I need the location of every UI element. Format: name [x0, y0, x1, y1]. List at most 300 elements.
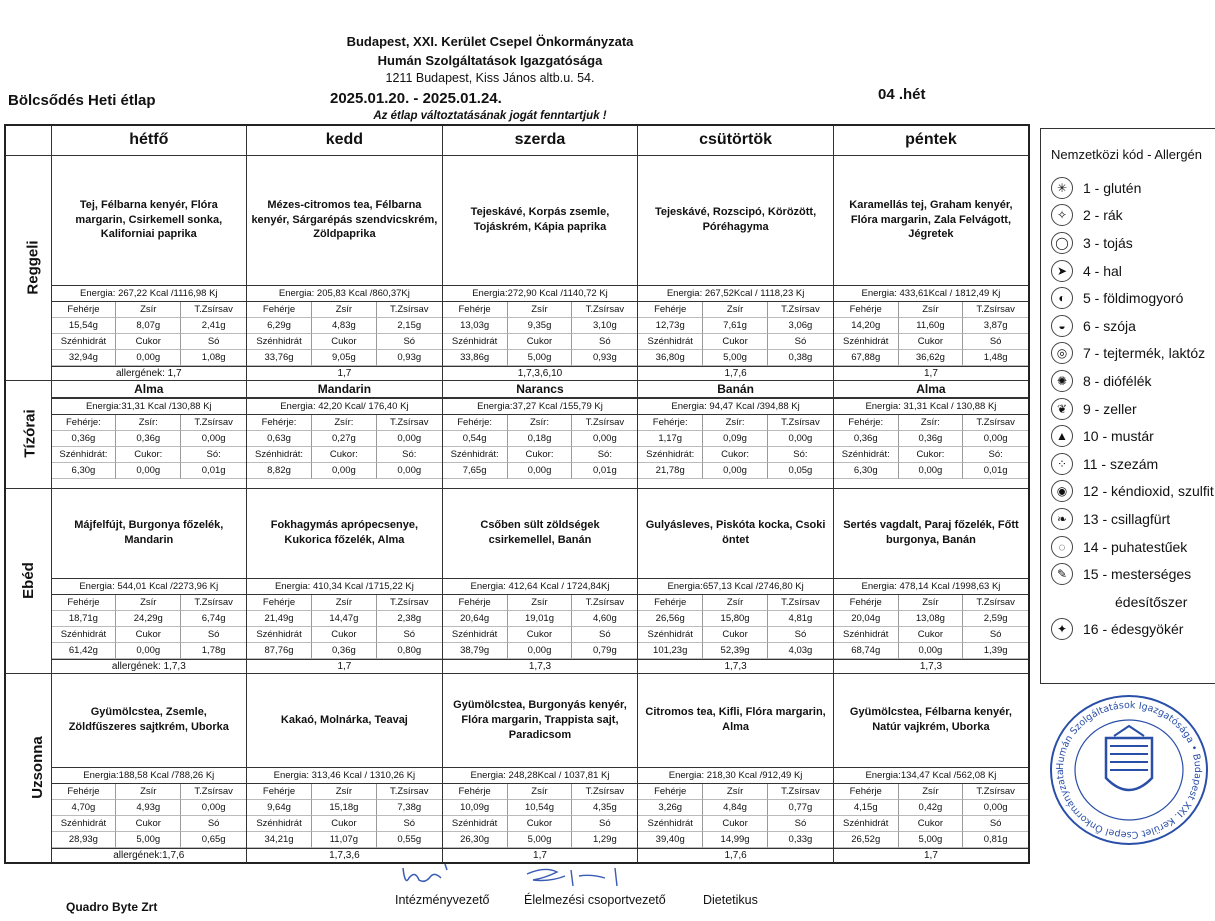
nutrient-value: 0,93g [572, 350, 637, 366]
allergen-codes: 1,7,3 [834, 659, 1028, 673]
nutrient-label: Szénhidrát [247, 334, 312, 350]
ebed-cell-4 [833, 488, 1029, 673]
nutrient-label: Zsír [116, 302, 181, 318]
nutrient-value: 24,29g [116, 611, 181, 627]
legend-title: Nemzetközi kód - Allergén [1051, 147, 1203, 162]
nutrient-label: Zsír: [703, 415, 768, 431]
nutrient-label: T.Zsírsav [768, 784, 833, 800]
nutrient-value: 5,00g [508, 350, 573, 366]
legend-item [1051, 174, 1214, 202]
nutrient-value: 1,08g [181, 350, 246, 366]
nutrient-value: 13,03g [443, 318, 508, 334]
nutrient-label: Szénhidrát: [443, 447, 508, 463]
energy-value: Energia:188,58 Kcal /788,26 Kj [52, 767, 247, 784]
nutrient-value: 11,07g [312, 832, 377, 848]
nutrient-label: Zsír [899, 784, 964, 800]
nutrient-label: Fehérje: [834, 415, 899, 431]
nutrient-value: 2,15g [377, 318, 442, 334]
nutrient-value: 26,52g [834, 832, 899, 848]
nutrient-label: Zsír [508, 302, 573, 318]
nutrient-label: Só [768, 627, 833, 643]
nutrient-value: 20,04g [834, 611, 899, 627]
nutrient-value: 4,70g [52, 800, 117, 816]
nutrient-label: Szénhidrát [443, 627, 508, 643]
nutrient-label: Fehérje [247, 784, 312, 800]
nutrient-value: 4,15g [834, 800, 899, 816]
nutrient-value: 0,81g [963, 832, 1028, 848]
menu-text: Kakaó, Molnárka, Teavaj [280, 713, 408, 726]
tizorai-cell-0 [51, 380, 247, 488]
section-name: Tízórai [21, 409, 39, 458]
legend-label: 14 - puhatestűek [1083, 538, 1188, 555]
nutrient-label: Zsír [312, 302, 377, 318]
nutrient-value: 9,64g [247, 800, 312, 816]
allergen-codes: allergének:1,7,6 [52, 848, 247, 862]
legend-item [1051, 257, 1214, 285]
nutrient-value: 0,00g [116, 350, 181, 366]
nutrient-value: 0,00g [508, 643, 573, 659]
nutrient-value: 0,63g [247, 431, 312, 447]
ebed-cell-2 [442, 488, 638, 673]
reggeli-cell-3 [638, 155, 834, 380]
energy-value: Energia: 248,28Kcal / 1037,81 Kj [443, 767, 638, 784]
nutrient-value: 15,54g [52, 318, 117, 334]
menu-text: Gulyásleves, Piskóta kocka, Csoki öntet [645, 519, 826, 546]
menu-text: Tejeskávé, Korpás zsemle, Tojáskrém, Kápia paprika [470, 206, 610, 233]
nutrient-label: T.Zsírsav [768, 595, 833, 611]
nutrient-label: Cukor [899, 816, 964, 832]
nutrient-value: 9,35g [508, 318, 573, 334]
nutrient-value: 1,78g [181, 643, 246, 659]
nutrient-label: Zsír [312, 595, 377, 611]
nutrient-value: 0,27g [312, 431, 377, 447]
nutrient-label: Cukor [116, 627, 181, 643]
nutrient-value: 5,00g [116, 832, 181, 848]
allergen-codes: 1,7 [247, 659, 442, 673]
nutrient-label: Zsír: [116, 415, 181, 431]
allergen-codes: 1,7 [247, 366, 442, 380]
energy-value: Energia:31,31 Kcal /130,88 Kj [52, 398, 247, 415]
energy-value: Energia: 410,34 Kcal /1715,22 Kj [247, 578, 442, 595]
tizorai-cell-2 [442, 380, 638, 488]
nutrient-label: T.Zsírsav [377, 784, 442, 800]
nutrient-label: Cukor [703, 816, 768, 832]
nutrient-label: Só: [768, 447, 833, 463]
nutrient-value: 2,41g [181, 318, 246, 334]
tizorai-cell-4 [833, 380, 1029, 488]
uzsonna-cell-1 [247, 673, 443, 863]
nutrient-label: Cukor [508, 816, 573, 832]
legend-item [1051, 340, 1214, 368]
nutrient-label: Zsír [508, 595, 573, 611]
menu-text: Gyümölcstea, Zsemle, Zöldfűszeres sajtkrém, Uborka [68, 706, 229, 734]
nutrient-value: 6,30g [834, 463, 899, 479]
allergen-codes: 1,7,3 [443, 659, 638, 673]
nutrient-label: T.Zsírsav [768, 302, 833, 318]
fruit-name: Alma [52, 381, 247, 398]
official-stamp [1044, 690, 1214, 850]
legend-label: 12 - kéndioxid, szulfit [1083, 483, 1214, 500]
nutrient-label: Zsír [703, 784, 768, 800]
nutrient-label: Fehérje [52, 302, 117, 318]
menu-text: Fokhagymás aprópecsenye, Kukorica főzelék, Alma [270, 519, 419, 546]
nutrient-label: Zsír [508, 784, 573, 800]
address: 1211 Budapest, Kiss János altb.u. 54. [385, 71, 595, 85]
nutrient-value: 5,00g [703, 350, 768, 366]
week-number: 04 .hét [878, 86, 926, 103]
uzsonna-cell-0 [51, 673, 247, 863]
nutrient-label: T.Zsírsav [572, 595, 637, 611]
menu-text: Tej, Félbarna kenyér, Flóra margarin, Csirkemell sonka, Kaliforniai paprika [75, 198, 223, 241]
fruit-name: Narancs [443, 381, 638, 398]
nutrient-label: T.Zsírsav [963, 302, 1028, 318]
nutrient-value: 0,00g [768, 431, 833, 447]
energy-value: Energia: 267,52Kcal / 1118,23 Kj [638, 285, 833, 302]
company-name: Quadro Byte Zrt [66, 900, 158, 914]
crab-icon: ✧ [1051, 204, 1073, 226]
ebed-cell-0 [51, 488, 247, 673]
nutrient-label: Cukor: [703, 447, 768, 463]
organization-name: Budapest, XXI. Kerület Csepel Önkormányzata [346, 34, 634, 49]
nutrient-value: 28,93g [52, 832, 117, 848]
nutrient-label: T.Zsírsav [377, 415, 442, 431]
section-name: Ebéd [19, 561, 37, 599]
nutrient-label: Cukor: [508, 447, 573, 463]
nutrient-value: 6,30g [52, 463, 117, 479]
nutrient-value: 10,09g [443, 800, 508, 816]
nutrient-value: 4,93g [116, 800, 181, 816]
legend-item [1051, 312, 1214, 340]
nutrient-label: T.Zsírsav [572, 302, 637, 318]
energy-value: Energia:37,27 Kcal /155,79 Kj [443, 398, 638, 415]
legend-label: 6 - szója [1083, 317, 1136, 334]
nutrient-label: Só [768, 816, 833, 832]
legend-item [1051, 505, 1214, 533]
nutrient-label: Fehérje: [638, 415, 703, 431]
nutrient-value: 26,30g [443, 832, 508, 848]
nutrient-value: 0,00g [703, 463, 768, 479]
menu-text: Sertés vagdalt, Paraj főzelék, Főtt burgonya, Banán [843, 519, 1019, 546]
day-header-1: kedd [247, 125, 443, 155]
nutrient-label: Cukor [312, 816, 377, 832]
stamp-text: Humán Szolgáltatások Igazgatósága • Budapest XXI. Kerület Csepel Önkormányzata [1054, 699, 1204, 841]
nutrient-label: Szénhidrát [834, 627, 899, 643]
coat-of-arms-icon [1106, 726, 1152, 790]
nutrient-value: 87,76g [247, 643, 312, 659]
legend-label: 1 - glutén [1083, 179, 1142, 196]
nutrient-value: 0,05g [768, 463, 833, 479]
directorate-name: Humán Szolgáltatások Igazgatósága [377, 53, 603, 68]
nutrient-label: T.Zsírsav [963, 415, 1028, 431]
nutrient-label: Cukor [899, 334, 964, 350]
energy-value: Energia: 267,22 Kcal /1116,98 Kj [52, 285, 247, 302]
menu-text: Karamellás tej, Graham kenyér, Flóra margarin, Zala Felvágott, Jégretek [849, 198, 1013, 241]
nutrient-value: 5,00g [508, 832, 573, 848]
nutrient-value: 4,60g [572, 611, 637, 627]
nutrient-value: 0,93g [377, 350, 442, 366]
nutrient-label: Zsír [116, 595, 181, 611]
nutrient-value: 20,64g [443, 611, 508, 627]
peanut-icon: ◐ [1051, 287, 1073, 309]
reggeli-cell-4 [833, 155, 1029, 380]
nutrient-value: 3,26g [638, 800, 703, 816]
nutrient-label: Szénhidrát [443, 816, 508, 832]
nutrient-label: T.Zsírsav [768, 415, 833, 431]
nut-icon: ✺ [1051, 370, 1073, 392]
menu-text: Tejeskávé, Rozscipó, Körözött, Póréhagyma [654, 206, 817, 233]
section-label-reggeli [5, 155, 51, 380]
section-name: Uzsonna [28, 735, 46, 799]
legend-label: 8 - diófélék [1083, 372, 1152, 389]
fruit-name: Alma [834, 381, 1028, 398]
day-header-0: hétfő [51, 125, 247, 155]
nutrient-value: 4,83g [312, 318, 377, 334]
nutrient-value: 4,35g [572, 800, 637, 816]
allergen-codes: 1,7,3,6 [247, 848, 442, 862]
nutrient-value: 0,36g [312, 643, 377, 659]
nutrient-label: Zsír [703, 302, 768, 318]
licorice-icon: ✦ [1051, 618, 1073, 640]
legend-label: 5 - földimogyoró [1083, 290, 1184, 307]
legend-item [1051, 284, 1214, 312]
nutrient-value: 68,74g [834, 643, 899, 659]
nutrient-value: 0,36g [899, 431, 964, 447]
nutrient-value: 19,01g [508, 611, 573, 627]
nutrient-label: Fehérje [52, 595, 117, 611]
weekly-menu-table [4, 124, 1030, 864]
allergen-codes: 1,7,3 [638, 659, 833, 673]
energy-value: Energia: 313,46 Kcal / 1310,26 Kj [247, 767, 442, 784]
nutrient-label: Zsír [312, 784, 377, 800]
legend-label: 3 - tojás [1083, 234, 1133, 251]
legend-label: 13 - csillagfürt [1083, 510, 1171, 527]
nutrient-value: 0,00g [963, 431, 1028, 447]
nutrient-label: Fehérje: [443, 415, 508, 431]
nutrient-label: Zsír [899, 595, 964, 611]
nutrient-label: Cukor [899, 627, 964, 643]
nutrient-label: Só: [377, 447, 442, 463]
energy-value: Energia:657,13 Kcal /2746,80 Kj [638, 578, 833, 595]
reggeli-cell-0 [51, 155, 247, 380]
nutrient-label: Só [377, 627, 442, 643]
allergen-codes: 1,7 [443, 848, 638, 862]
legend-label: 7 - tejtermék, laktóz [1083, 345, 1206, 362]
sesame-icon: ⁘ [1051, 453, 1073, 475]
nutrient-label: Szénhidrát [52, 816, 117, 832]
nutrient-value: 1,48g [963, 350, 1028, 366]
nutrient-value: 6,74g [181, 611, 246, 627]
menu-text: Citromos tea, Kifli, Flóra margarin, Alma [645, 706, 826, 734]
nutrient-label: Szénhidrát: [638, 447, 703, 463]
nutrient-value: 0,01g [572, 463, 637, 479]
nutrient-label: Fehérje [834, 595, 899, 611]
nutrient-value: 0,01g [181, 463, 246, 479]
nutrient-value: 0,09g [703, 431, 768, 447]
nutrient-label: T.Zsírsav [181, 784, 246, 800]
nutrient-value: 0,33g [768, 832, 833, 848]
nutrient-label: Szénhidrát [638, 334, 703, 350]
nutrient-label: T.Zsírsav [963, 595, 1028, 611]
nutrient-label: T.Zsírsav [572, 784, 637, 800]
nutrient-value: 0,36g [834, 431, 899, 447]
section-label-uzsonna [5, 673, 51, 863]
nutrient-value: 0,55g [377, 832, 442, 848]
nutrient-label: Fehérje [443, 595, 508, 611]
nutrient-value: 67,88g [834, 350, 899, 366]
nutrient-label: Fehérje [247, 595, 312, 611]
nutrient-label: Cukor: [312, 447, 377, 463]
fruit-name: Mandarin [247, 381, 442, 398]
nutrient-value: 0,38g [768, 350, 833, 366]
energy-value: Energia: 31,31 Kcal / 130,88 Kj [834, 398, 1028, 415]
nutrient-value: 3,06g [768, 318, 833, 334]
reggeli-cell-1 [247, 155, 443, 380]
nutrient-value: 0,00g [181, 431, 246, 447]
nutrient-value: 15,18g [312, 800, 377, 816]
nutrient-value: 9,05g [312, 350, 377, 366]
mollusc-icon: ◌ [1051, 536, 1073, 558]
nutrient-label: Cukor: [899, 447, 964, 463]
nutrient-label: T.Zsírsav [181, 595, 246, 611]
uzsonna-cell-4 [833, 673, 1029, 863]
signature-label-dietitian: Dietetikus [703, 893, 758, 907]
nutrient-value: 101,23g [638, 643, 703, 659]
nutrient-label: Só [572, 334, 637, 350]
nutrient-value: 13,08g [899, 611, 964, 627]
nutrient-label: Só [963, 334, 1028, 350]
corner-cell [5, 125, 51, 155]
uzsonna-cell-2 [442, 673, 638, 863]
soy-icon: ◒ [1051, 315, 1073, 337]
milk-icon: ◎ [1051, 342, 1073, 364]
nutrient-label: Szénhidrát [834, 816, 899, 832]
nutrient-value: 7,38g [377, 800, 442, 816]
ebed-cell-1 [247, 488, 443, 673]
nutrient-value: 0,65g [181, 832, 246, 848]
nutrient-value: 36,62g [899, 350, 964, 366]
nutrient-value: 0,18g [508, 431, 573, 447]
nutrient-value: 4,81g [768, 611, 833, 627]
legend-item [1051, 367, 1214, 395]
nutrient-value: 2,59g [963, 611, 1028, 627]
nutrient-label: Cukor [312, 334, 377, 350]
nutrient-label: Fehérje: [247, 415, 312, 431]
sulfite-icon: ◉ [1051, 480, 1073, 502]
nutrient-label: Zsír: [899, 415, 964, 431]
nutrient-value: 0,54g [443, 431, 508, 447]
nutrient-label: Cukor [703, 627, 768, 643]
energy-value: Energia: 205,83 Kcal /860,37Kj [247, 285, 442, 302]
allergen-codes: 1,7,6 [638, 848, 833, 862]
section-label-ebed [5, 488, 51, 673]
menu-text: Gyümölcstea, Burgonyás kenyér, Flóra margarin, Trappista sajt, Paradicsom [453, 698, 627, 741]
nutrient-label: T.Zsírsav [377, 595, 442, 611]
ebed-cell-3 [638, 488, 834, 673]
nutrient-label: Cukor [508, 334, 573, 350]
energy-value: Energia:272,90 Kcal /1140,72 Kj [443, 285, 638, 302]
nutrient-value: 39,40g [638, 832, 703, 848]
day-header-3: csütörtök [638, 125, 834, 155]
legend-item [1051, 395, 1214, 423]
nutrient-value: 36,80g [638, 350, 703, 366]
nutrient-label: Fehérje [638, 595, 703, 611]
nutrient-value: 7,61g [703, 318, 768, 334]
page-title: Bölcsődés Heti étlap [8, 92, 156, 109]
nutrient-label: Fehérje [443, 784, 508, 800]
nutrient-label: Cukor [116, 816, 181, 832]
nutrient-value: 12,73g [638, 318, 703, 334]
nutrient-label: Só [377, 816, 442, 832]
energy-value: Energia: 94,47 Kcal /394,88 Kj [638, 398, 833, 415]
nutrient-value: 0,00g [508, 463, 573, 479]
sweetener-icon: ✎ [1051, 563, 1073, 585]
nutrient-label: Szénhidrát [638, 816, 703, 832]
legend-label: 10 - mustár [1083, 428, 1154, 445]
nutrient-value: 6,29g [247, 318, 312, 334]
nutrient-value: 0,00g [377, 431, 442, 447]
nutrient-label: Fehérje [443, 302, 508, 318]
nutrient-label: Zsír: [312, 415, 377, 431]
energy-value: Energia: 478,14 Kcal /1998,63 Kj [834, 578, 1028, 595]
tizorai-cell-1 [247, 380, 443, 488]
legend-item [1051, 450, 1214, 478]
nutrient-label: Só [377, 334, 442, 350]
nutrient-label: Szénhidrát: [247, 447, 312, 463]
allergen-codes: 1,7,6 [638, 366, 833, 380]
celery-icon: ❦ [1051, 398, 1073, 420]
legend-item [1051, 422, 1214, 450]
nutrient-label: Szénhidrát: [52, 447, 117, 463]
nutrient-value: 0,00g [181, 800, 246, 816]
menu-text: Májfelfújt, Burgonya főzelék, Mandarin [74, 519, 224, 546]
nutrient-label: Fehérje [247, 302, 312, 318]
nutrient-value: 0,00g [572, 431, 637, 447]
nutrient-label: Só [181, 816, 246, 832]
nutrient-value: 33,76g [247, 350, 312, 366]
nutrient-label: T.Zsírsav [181, 302, 246, 318]
menu-text: Csőben sült zöldségek csirkemellel, Banán [480, 519, 600, 546]
nutrient-value: 3,87g [963, 318, 1028, 334]
nutrient-label: Cukor [703, 334, 768, 350]
nutrient-value: 38,79g [443, 643, 508, 659]
signature-label-head: Intézményvezető [395, 893, 490, 907]
nutrient-label: Szénhidrát [247, 627, 312, 643]
nutrient-value: 52,39g [703, 643, 768, 659]
nutrient-value: 0,00g [312, 463, 377, 479]
lupin-icon: ❧ [1051, 508, 1073, 530]
nutrient-value: 0,77g [768, 800, 833, 816]
nutrient-value: 0,00g [899, 463, 964, 479]
nutrient-value: 10,54g [508, 800, 573, 816]
reggeli-cell-2 [442, 155, 638, 380]
nutrient-label: Szénhidrát [247, 816, 312, 832]
nutrient-value: 8,82g [247, 463, 312, 479]
nutrient-label: Szénhidrát [638, 627, 703, 643]
nutrient-label: Só: [572, 447, 637, 463]
legend-item [1051, 478, 1214, 506]
nutrient-label: Szénhidrát: [834, 447, 899, 463]
nutrient-value: 0,79g [572, 643, 637, 659]
nutrient-value: 0,36g [116, 431, 181, 447]
handwritten-signatures [395, 856, 645, 896]
legend-item [1051, 202, 1214, 230]
nutrient-label: Szénhidrát [443, 334, 508, 350]
nutrient-label: Fehérje [52, 784, 117, 800]
nutrient-label: Fehérje [834, 784, 899, 800]
nutrient-value: 0,80g [377, 643, 442, 659]
nutrient-value: 1,17g [638, 431, 703, 447]
nutrient-label: Zsír: [508, 415, 573, 431]
